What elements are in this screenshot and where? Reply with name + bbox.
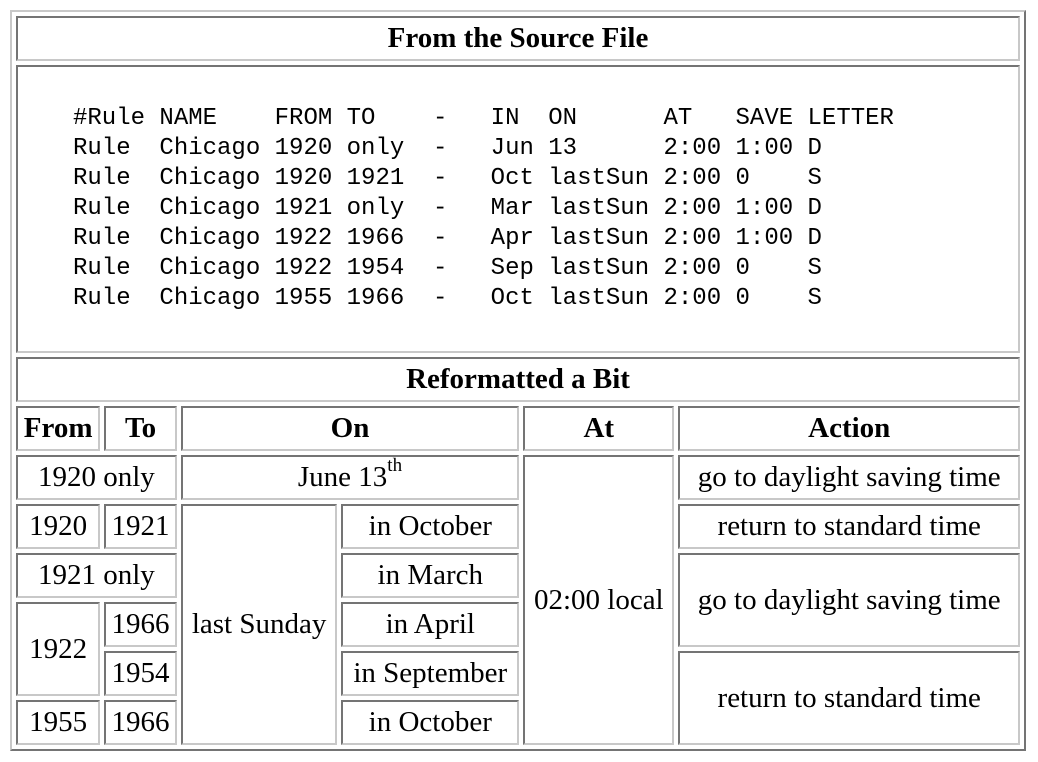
row2-month: in October	[341, 504, 519, 549]
source-line: Rule Chicago 1920 1921 - Oct lastSun 2:00 0 S	[73, 165, 822, 192]
source-file-cell	[16, 65, 1020, 353]
row2-to: 1921	[104, 504, 177, 549]
source-line: Rule Chicago 1955 1966 - Oct lastSun 2:00 0 S	[73, 285, 822, 312]
row1-on-ordinal: th	[387, 455, 403, 477]
action-cell: go to daylight saving time	[678, 455, 1020, 500]
source-line: Rule Chicago 1922 1954 - Sep lastSun 2:00 0 S	[73, 255, 822, 282]
row1-on-date: June 13	[297, 461, 388, 493]
header-action: Action	[678, 406, 1020, 451]
row4-to: 1966	[104, 602, 177, 647]
header-on: On	[181, 406, 519, 451]
row6-from: 1955	[16, 700, 100, 745]
reformatted-heading: Reformatted a Bit	[16, 357, 1020, 402]
row5-to: 1954	[104, 651, 177, 696]
header-from: From	[16, 406, 100, 451]
row6-month: in October	[341, 700, 519, 745]
row3-month: in March	[341, 553, 519, 598]
action-cell: return to standard time	[678, 651, 1020, 745]
at-cell: 02:00 local	[523, 455, 674, 745]
row4-month: in April	[341, 602, 519, 647]
source-line: Rule Chicago 1921 only - Mar lastSun 2:00 1:00 D	[73, 195, 822, 222]
source-header-line: #Rule NAME FROM TO - IN ON AT SAVE LETTER	[73, 105, 894, 132]
row5-month: in September	[341, 651, 519, 696]
source-line: Rule Chicago 1920 only - Jun 13 2:00 1:00 D	[73, 135, 822, 162]
header-to: To	[104, 406, 177, 451]
row3-from-to: 1921 only	[16, 553, 177, 598]
header-at: At	[523, 406, 674, 451]
source-line: Rule Chicago 1922 1966 - Apr lastSun 2:00 1:00 D	[73, 225, 822, 252]
last-sunday-cell: last Sunday	[181, 504, 338, 745]
row1-on	[181, 455, 519, 500]
source-file-text	[73, 104, 1018, 314]
row2-from: 1920	[16, 504, 100, 549]
row1-from-to: 1920 only	[16, 455, 177, 500]
action-cell: return to standard time	[678, 504, 1020, 549]
action-cell: go to daylight saving time	[678, 553, 1020, 647]
rules-table	[10, 10, 1026, 751]
row4-from: 1922	[16, 602, 100, 696]
source-file-heading: From the Source File	[16, 16, 1020, 61]
row6-to: 1966	[104, 700, 177, 745]
